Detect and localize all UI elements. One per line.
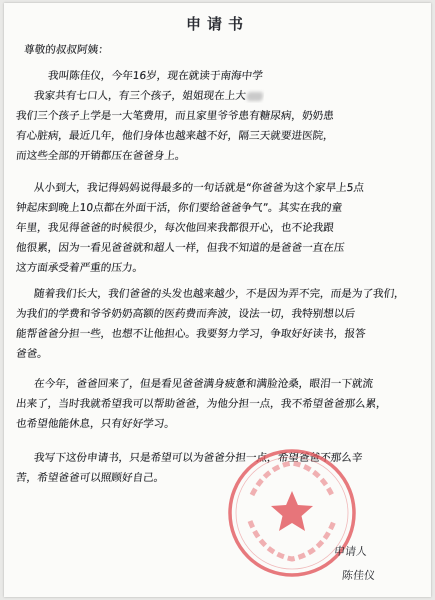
letter-line: 我写下这份申请书，只是希望可以为爸爸分担一点，希望爸爸不那么辛 [33, 452, 364, 464]
applicant-label: 申请人 [333, 545, 368, 558]
letter-line: 我们三个孩子上学是一大笔费用，而且家里爷爷患有糖尿病，奶奶患 [15, 110, 335, 122]
letter-line: 出来了，当时我就希望我可以帮助爸爸，为他分担一点，我不希望爸爸那么累， [15, 398, 388, 410]
letter-line: 随着我们长大，我们爸爸的头发也越来越少，不是因为弄不完，而是为了我们， [33, 288, 406, 300]
letter-salutation: 尊敬的叔叔阿姨： [23, 44, 110, 56]
letter-line: 钟起床到晚上10点都在外面干活，你们要给爸爸争气”。其实在我的童 [15, 202, 343, 214]
letter-line: 年里，我见得爸爸的时候很少，每次他回来我都很开心，也不论我跟 [15, 222, 335, 234]
letter-line: 我家共有七口人，有三个孩子，姐姐现在上大 [33, 89, 264, 103]
letter-line: 从小到大，我记得妈妈说得最多的一句话就是“你爸爸为这个家早上5点 [33, 182, 365, 194]
letter-line: 也希望他能休息，只有好好学习。 [15, 418, 176, 430]
letter-title: 申请书 [185, 15, 249, 33]
letter-line: 苦，希望爸爸可以照顾好自己。 [15, 472, 165, 484]
letter-line: 能帮爸爸分担一些，也想不让他担心。我要努力学习，争取好好读书，报答 [15, 328, 367, 340]
letter-line: 有心脏病，最近几年，他们身体也越来越不好，隔三天就要进医院， [15, 130, 335, 142]
letter-line: 为我们的学费和爷爷奶奶高额的医药费而奔波，设法一切，我特别想以后 [15, 308, 356, 320]
redacted-mark [246, 92, 263, 101]
letter-line: 我叫陈佳仪，今年16岁，现在就读于南海中学 [47, 70, 264, 82]
application-letter-page [4, 3, 431, 597]
applicant-name: 陈佳仪 [341, 569, 376, 582]
letter-line: 爸爸。 [15, 348, 49, 360]
letter-line: 这方面承受着严重的压力。 [15, 262, 144, 274]
letter-line: 他很累，因为一看见爸爸就和超人一样，但我不知道的是爸爸一直在压 [15, 242, 346, 254]
letter-line: 而这些全部的开销都压在爸爸身上。 [15, 150, 187, 162]
letter-line: 在今年，爸爸回来了，但是看见爸爸满身疲惫和满脸沧桑，眼泪一下就流 [33, 378, 374, 390]
official-seal-icon [222, 443, 362, 583]
